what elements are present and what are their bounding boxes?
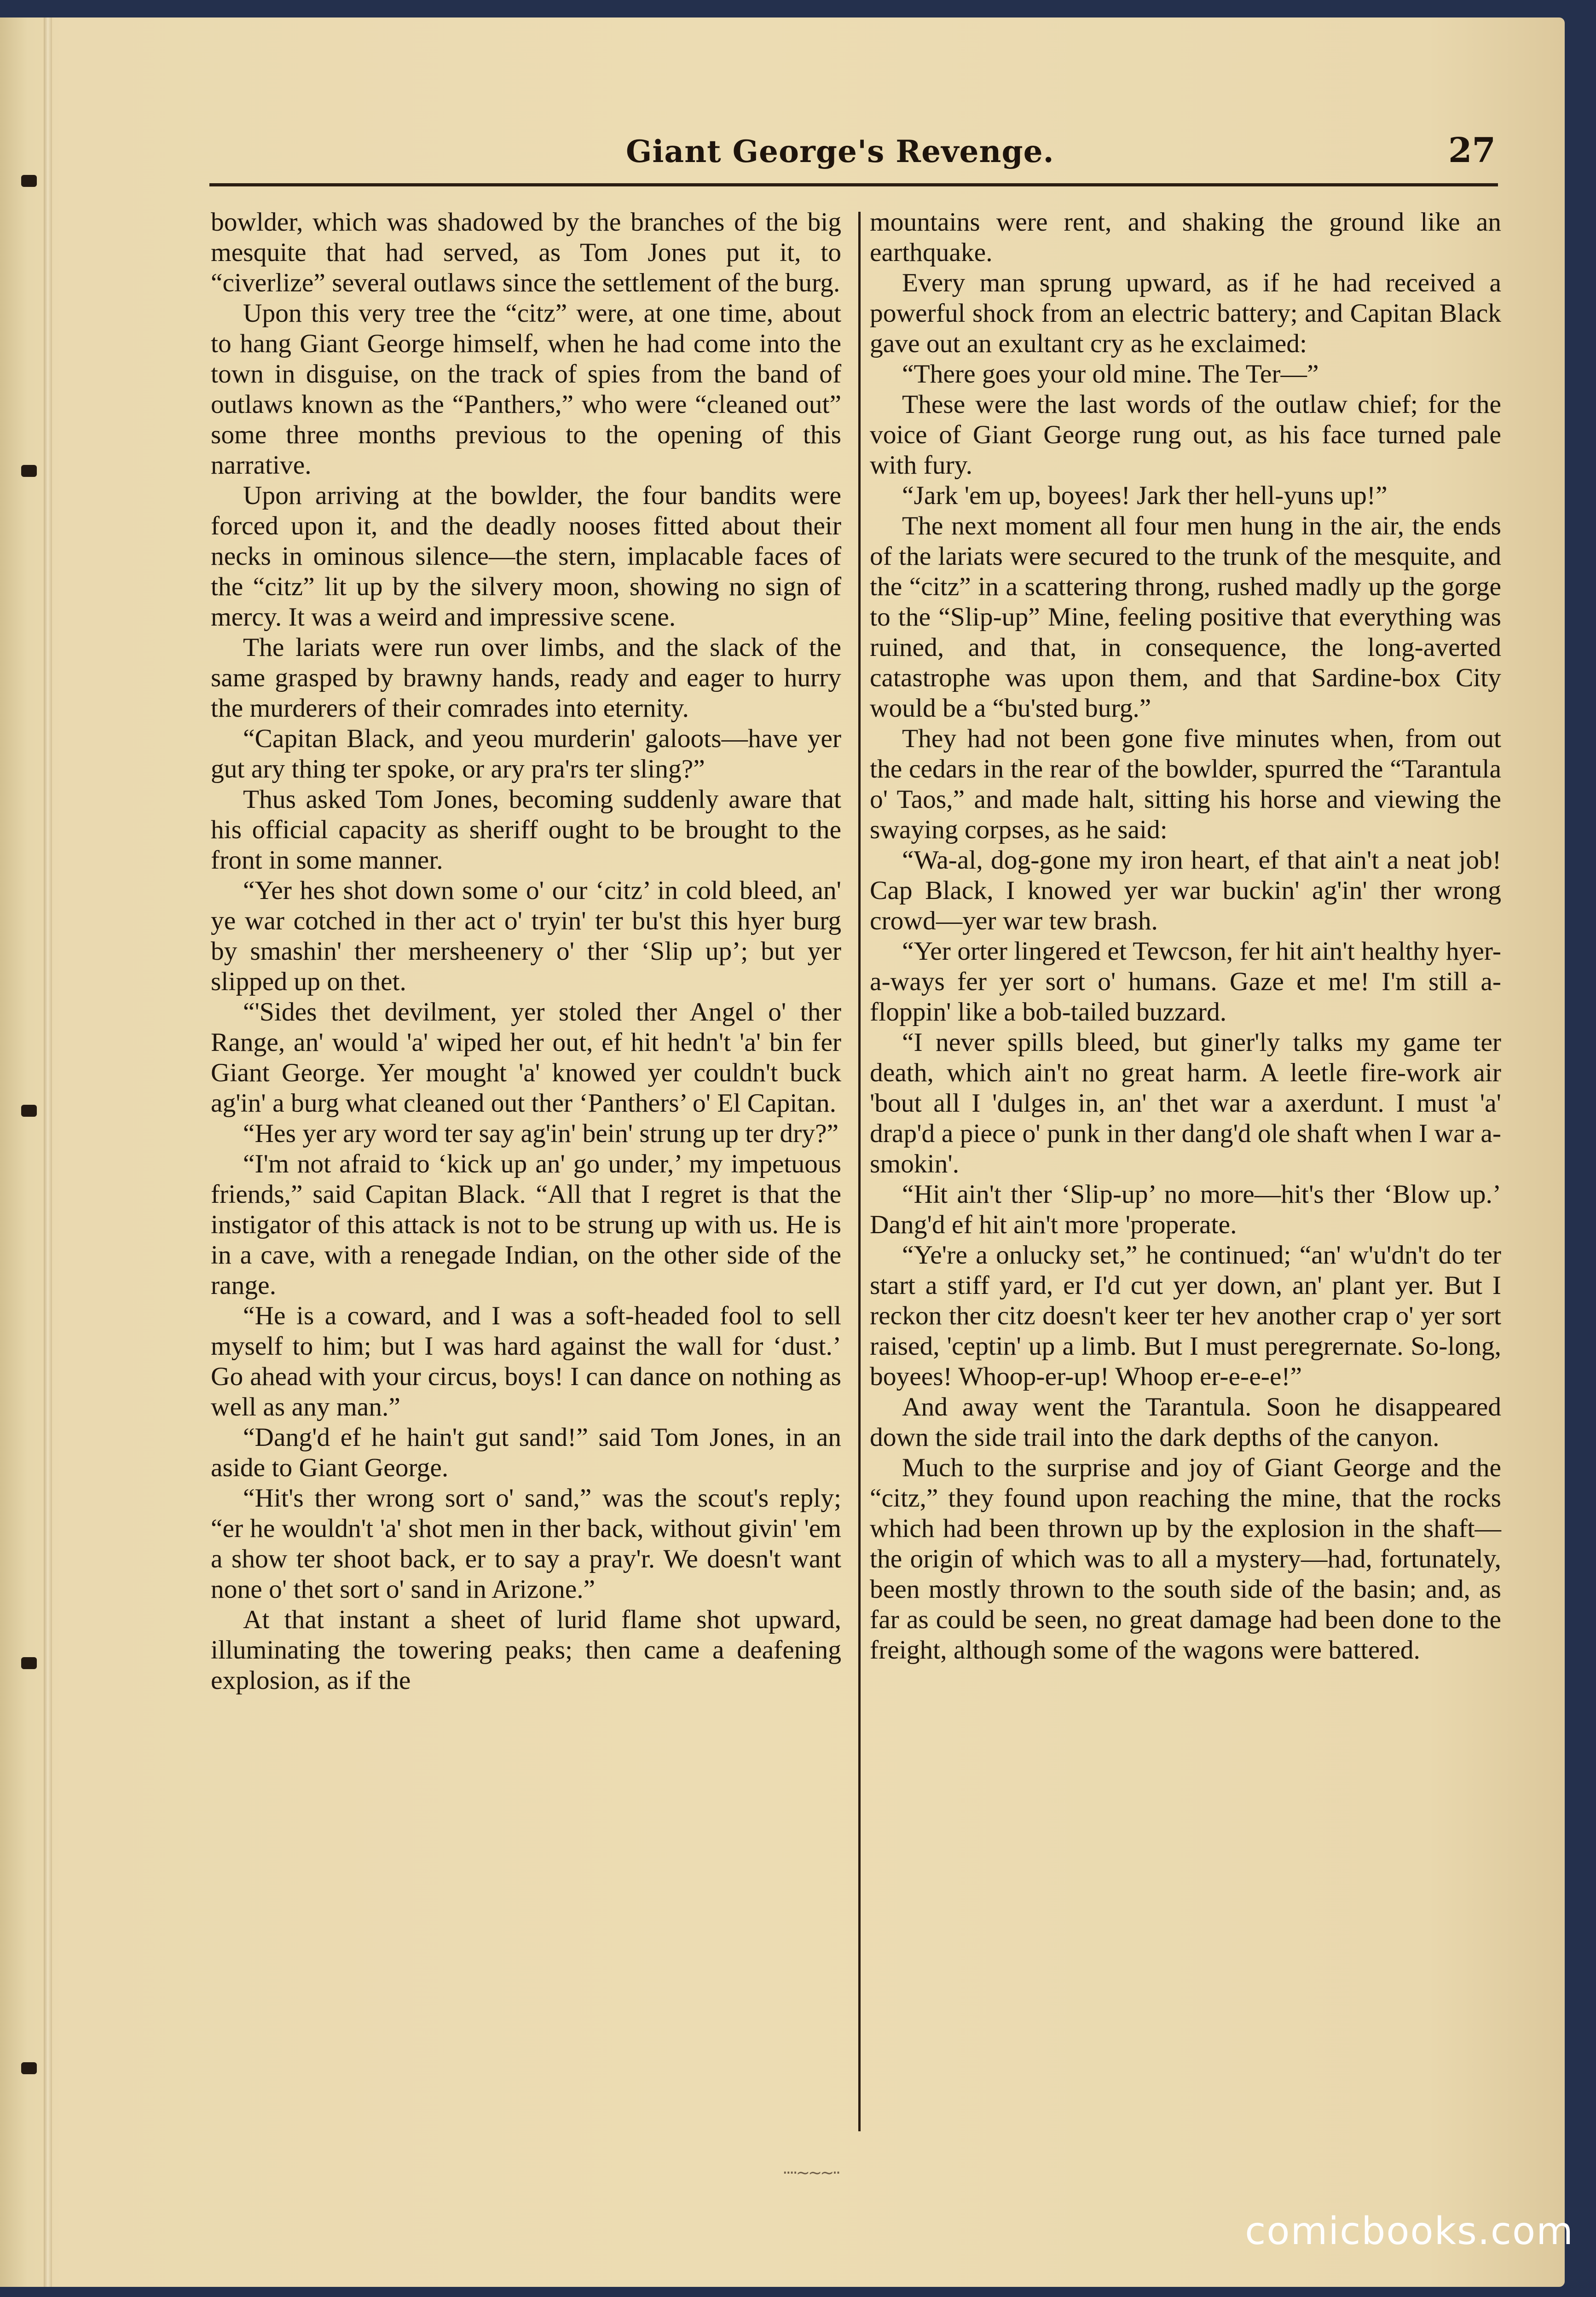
paragraph: At that instant a sheet of lurid flame shot upward, illuminating the towering peaks; then came a deafening explosion, as if the [211, 1605, 841, 1695]
staple-hole [21, 175, 37, 187]
paragraph: Thus asked Tom Jones, becoming suddenly aware that his official capacity as sheriff ought to be brought to the front in some manner. [211, 785, 841, 875]
left-column [211, 207, 841, 1696]
paragraph: And away went the Tarantula. Soon he disappeared down the side trail into the dark depths of the canyon. [870, 1392, 1501, 1452]
staple-hole [21, 2062, 37, 2074]
paragraph: “Hes yer ary word ter say ag'in' bein' strung up ter dry?” [243, 1119, 839, 1148]
paragraph: “Dang'd ef he hain't gut sand!” said Tom Jones, in an aside to Giant George. [211, 1423, 841, 1482]
paragraph: The next moment all four men hung in the air, the ends of the lariats were secured to the trunk of the mesquite, and the “citz” in a scattering throng, rushed madly up the gorge to the “Slip-up” Mine, feeling positive that everything was ruined, and that, in consequence, the long-averted catastrophe was upon them, and that Sardine-box City would be a “bu'sted burg.” [870, 511, 1501, 723]
continued-paragraph: bowlder, which was shadowed by the branches of the big mesquite that had served, as Tom Jones put it, to “civerlize” several outlaws since the settlement of the burg. [211, 208, 841, 297]
header-rule [209, 183, 1498, 186]
paragraph: “I never spills bleed, but giner'ly talks my game ter death, which ain't no great harm. A leetle fire-work air 'bout all I 'dulges in, an' thet war a axerdunt. I must 'a' drap'd a piece o' punk in ther dang'd ole shaft when I war a-smokin'. [870, 1028, 1501, 1178]
paragraph: “Wa-al, dog-gone my iron heart, ef that ain't a neat job! Cap Black, I knowed yer war buckin' ag'in' ther wrong crowd—yer war tew brash. [870, 846, 1501, 935]
staple-hole [21, 1657, 37, 1669]
paragraph: “I'm not afraid to ‘kick up an' go under,’ my impetuous friends,” said Capitan Black. “All that I regret is that the instigator of this attack is not to be strung up with us. He is in a cave, with a renegade Indian, on the other side of the range. [211, 1149, 841, 1300]
paragraph: Every man sprung upward, as if he had received a powerful shock from an electric battery; and Capitan Black gave out an exultant cry as he exclaimed: [870, 268, 1501, 358]
staple-hole [21, 1105, 37, 1117]
paragraph: “Hit ain't ther ‘Slip-up’ no more—hit's ther ‘Blow up.’ Dang'd ef hit ain't more 'properate. [870, 1180, 1501, 1239]
paragraph: “Yer orter lingered et Tewcson, fer hit ain't healthy hyer-a-ways fer yer sort o' humans. Gaze et me! I'm still a-floppin' like a bob-tailed buzzard. [870, 937, 1501, 1027]
paragraph: “There goes your old mine. The Ter—” [902, 360, 1319, 389]
paragraph: “Jark 'em up, boyees! Jark ther hell-yuns up!” [902, 481, 1388, 510]
right-column [870, 207, 1501, 1665]
site-watermark: comicbooks.com [1245, 2210, 1574, 2253]
paragraph: “He is a coward, and I was a soft-headed fool to sell myself to him; but I was hard against the wall for ‘dust.’ Go ahead with your circus, boys! I can dance on nothing as well as any man.” [211, 1301, 841, 1421]
paragraph: They had not been gone five minutes when, from out the cedars in the rear of the bowlder, spurred the “Tarantula o' Taos,” and made halt, sitting his horse and viewing the swaying corpses, as he said: [870, 724, 1501, 844]
page-number: 27 [1448, 131, 1496, 170]
running-header [626, 124, 1500, 175]
column-divider [858, 212, 861, 2131]
paragraph: Upon arriving at the bowlder, the four bandits were forced upon it, and the deadly nooses fitted about their necks in ominous silence—the stern, implacable faces of the “citz” lit up by the silvery moon, showing no sign of mercy. It was a weird and impressive scene. [211, 481, 841, 632]
staple-hole [21, 465, 37, 477]
continued-paragraph: mountains were rent, and shaking the ground like an earthquake. [870, 208, 1501, 267]
running-title: Giant George's Revenge. [626, 133, 1054, 169]
paragraph: The lariats were run over limbs, and the slack of the same grasped by brawny hands, ready and eager to hurry the murderers of their comrades into eternity. [211, 633, 841, 723]
paragraph: Much to the surprise and joy of Giant George and the “citz,” they found upon reaching the mine, that the rocks which had been thrown up by the explosion in the shaft—the origin of which was to all a mystery—had, fortunately, been mostly thrown to the south side of the basin; and, as far as could be seen, no great damage had been done to the freight, although some of the wagons were battered. [870, 1453, 1501, 1665]
paragraph: Upon this very tree the “citz” were, at one time, about to hang Giant George himself, when he had come into the town in disguise, on the track of spies from the band of outlaws known as the “Panthers,” who were “cleaned out” some three months previous to the opening of this narrative. [211, 299, 841, 480]
printer-mark: ····~~~·· [782, 2164, 839, 2182]
paragraph: “Yer hes shot down some o' our ‘citz’ in cold bleed, an' ye war cotched in ther act o' tryin' ter bu'st this hyer burg by smashin' ther mersheenery o' ther ‘Slip up’; but yer slipped up on thet. [211, 876, 841, 996]
paragraph: These were the last words of the outlaw chief; for the voice of Giant George rung out, as his face turned pale with fury. [870, 390, 1501, 480]
paragraph: “Ye're a onlucky set,” he continued; “an' w'u'dn't do ter start a stiff yard, er I'd cut yer down, an' plant yer. But I reckon ther citz doesn't keer ter hev another crap o' yer sort raised, 'ceptin' up a limb. But I must peregrernate. So-long, boyees! Whoop-er-up! Whoop er-e-e-e!” [870, 1241, 1501, 1391]
binding-fold [44, 17, 52, 2287]
paragraph: “Capitan Black, and yeou murderin' galoots—have yer gut ary thing ter spoke, or ary pra'rs ter sling?” [211, 724, 841, 783]
paragraph: “Hit's ther wrong sort o' sand,” was the scout's reply; “er he wouldn't 'a' shot men in ther back, without givin' 'em a show ter shoot back, er to say a pray'r. We doesn't want none o' thet sort o' sand in Arizone.” [211, 1484, 841, 1604]
paragraph: “'Sides thet devilment, yer stoled ther Angel o' ther Range, an' would 'a' wiped her out, ef hit hedn't 'a' bin fer Giant George. Yer mought 'a' knowed yer couldn't buck ag'in' a burg what cleaned out ther ‘Panthers’ o' El Capitan. [211, 998, 841, 1118]
